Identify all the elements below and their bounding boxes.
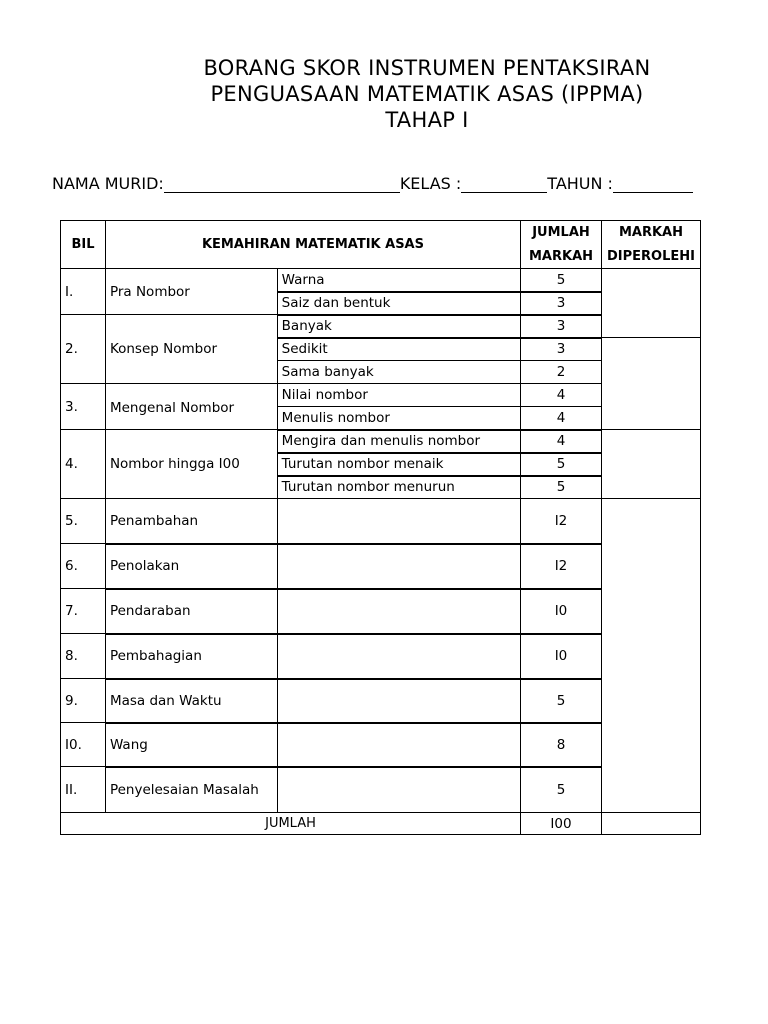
header-skill: KEMAHIRAN MATEMATIK ASAS xyxy=(105,221,520,269)
sub-skill: Turutan nombor menurun xyxy=(277,476,520,499)
skill-name: Pra Nombor xyxy=(105,269,277,315)
header-row xyxy=(61,221,701,245)
title-line-3: TAHAP I xyxy=(385,108,469,132)
max-mark: 4 xyxy=(521,430,602,453)
sub-skill: Menulis nombor xyxy=(277,407,520,430)
skill-name: Nombor hingga I00 xyxy=(105,430,277,499)
table-row xyxy=(61,430,701,453)
sub-skill-empty xyxy=(277,679,520,723)
max-mark: I0 xyxy=(521,589,602,634)
max-mark: 3 xyxy=(521,338,602,361)
max-mark: 4 xyxy=(521,384,602,407)
header-markah-total: MARKAH xyxy=(521,245,602,269)
skill-name: Mengenal Nombor xyxy=(105,384,277,430)
row-number: I0. xyxy=(61,723,106,767)
max-mark: I0 xyxy=(521,634,602,679)
row-number: 6. xyxy=(61,544,106,589)
header-markah: MARKAH xyxy=(601,221,700,245)
obtained-mark-cell[interactable] xyxy=(601,430,700,499)
max-mark: I2 xyxy=(521,499,602,544)
row-number: 2. xyxy=(61,315,106,384)
sub-skill: Sedikit xyxy=(277,338,520,361)
sub-skill: Nilai nombor xyxy=(277,384,520,407)
skill-name: Wang xyxy=(105,723,277,767)
sub-skill-empty xyxy=(277,767,520,813)
row-number: I. xyxy=(61,269,106,315)
max-mark: 3 xyxy=(521,292,602,315)
skill-name: Pendaraban xyxy=(105,589,277,634)
skill-name: Pembahagian xyxy=(105,634,277,679)
max-mark: 5 xyxy=(521,476,602,499)
score-table xyxy=(60,220,701,835)
title-line-1: BORANG SKOR INSTRUMEN PENTAKSIRAN xyxy=(203,56,651,80)
sub-skill-empty xyxy=(277,544,520,589)
row-number: II. xyxy=(61,767,106,813)
sub-skill: Warna xyxy=(277,269,520,292)
row-number: 8. xyxy=(61,634,106,679)
sub-skill: Turutan nombor menaik xyxy=(277,453,520,476)
sub-skill: Sama banyak xyxy=(277,361,520,384)
max-mark: 8 xyxy=(521,723,602,767)
sub-skill: Saiz dan bentuk xyxy=(277,292,520,315)
total-row xyxy=(61,813,701,835)
max-mark: 5 xyxy=(521,453,602,476)
row-number: 5. xyxy=(61,499,106,544)
sub-skill-empty xyxy=(277,723,520,767)
row-number: 7. xyxy=(61,589,106,634)
skill-name: Penambahan xyxy=(105,499,277,544)
student-name-label: NAMA MURID: xyxy=(52,174,164,193)
skill-name: Penyelesaian Masalah xyxy=(105,767,277,813)
total-obtained-cell[interactable] xyxy=(601,813,700,835)
sub-skill: Mengira dan menulis nombor xyxy=(277,430,520,453)
obtained-mark-cell[interactable] xyxy=(601,269,700,338)
obtained-mark-cell[interactable] xyxy=(601,338,700,430)
form-title xyxy=(0,55,768,133)
table-row xyxy=(61,499,701,544)
max-mark: 4 xyxy=(521,407,602,430)
max-mark: 5 xyxy=(521,269,602,292)
total-label: JUMLAH xyxy=(61,813,521,835)
skill-name: Masa dan Waktu xyxy=(105,679,277,723)
sub-skill-empty xyxy=(277,589,520,634)
year-label: TAHUN : xyxy=(547,174,613,193)
header-jumlah: JUMLAH xyxy=(521,221,602,245)
year-field[interactable] xyxy=(613,175,693,193)
max-mark: 2 xyxy=(521,361,602,384)
sub-skill-empty xyxy=(277,634,520,679)
header-bil: BIL xyxy=(61,221,106,269)
class-label: KELAS : xyxy=(399,174,462,193)
max-mark: 3 xyxy=(521,315,602,338)
title-line-2: PENGUASAAN MATEMATIK ASAS (IPPMA) xyxy=(210,82,644,106)
skill-name: Penolakan xyxy=(105,544,277,589)
row-number: 9. xyxy=(61,679,106,723)
header-diperolehi: DIPEROLEHI xyxy=(601,245,700,269)
obtained-mark-cell[interactable] xyxy=(601,499,700,813)
max-mark: 5 xyxy=(521,767,602,813)
total-value: I00 xyxy=(521,813,602,835)
student-name-field[interactable] xyxy=(164,175,400,193)
row-number: 4. xyxy=(61,430,106,499)
row-number: 3. xyxy=(61,384,106,430)
skill-name: Konsep Nombor xyxy=(105,315,277,384)
sub-skill: Banyak xyxy=(277,315,520,338)
max-mark: I2 xyxy=(521,544,602,589)
table-row xyxy=(61,269,701,292)
class-field[interactable] xyxy=(461,175,547,193)
max-mark: 5 xyxy=(521,679,602,723)
sub-skill-empty xyxy=(277,499,520,544)
student-info-row xyxy=(52,174,693,193)
